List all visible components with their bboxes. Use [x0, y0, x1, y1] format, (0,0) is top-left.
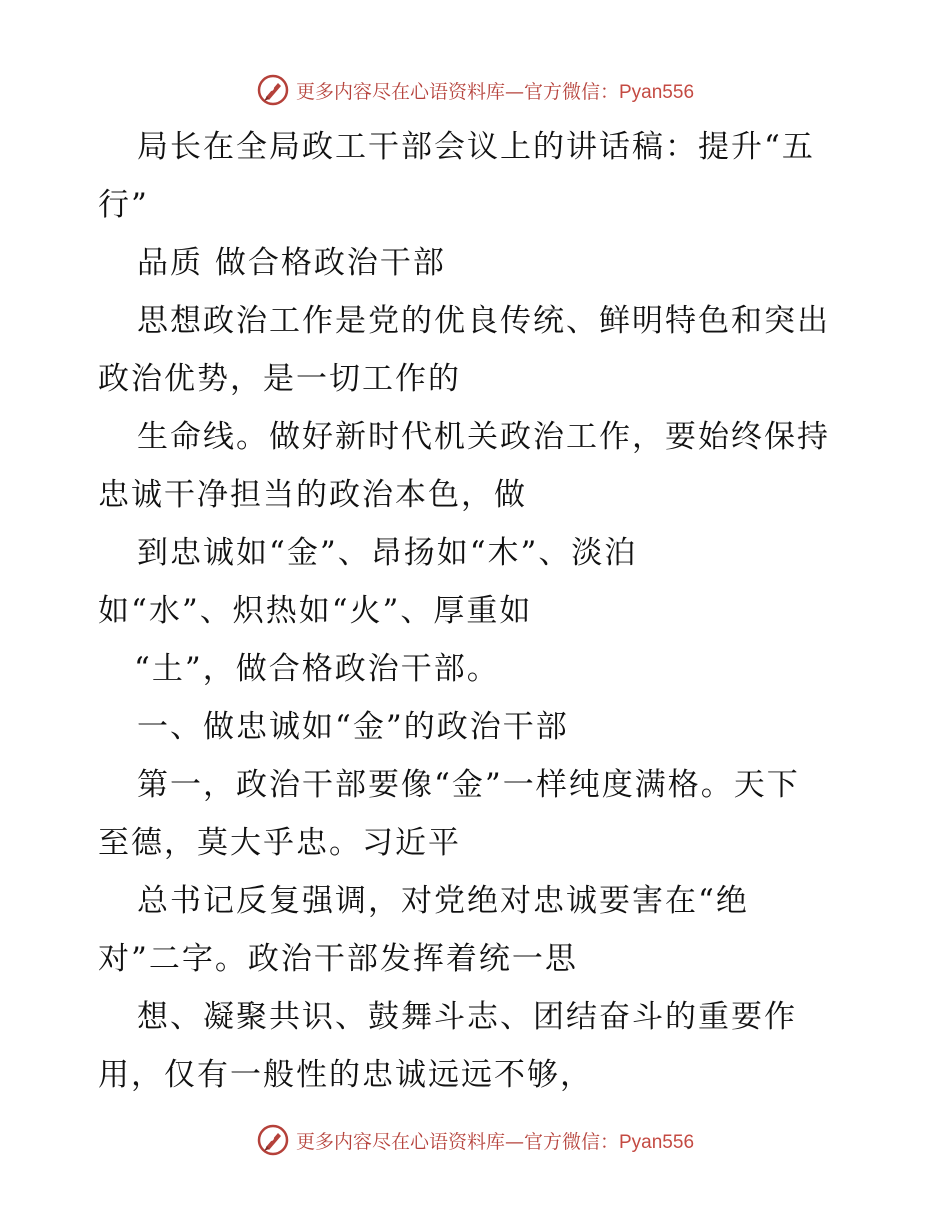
- paragraph-line: 政治优势，是一切工作的: [98, 361, 461, 397]
- footer-banner: [0, 1120, 950, 1160]
- paragraph-line: 想、凝聚共识、鼓舞斗志、团结奋斗的重要作: [137, 999, 797, 1035]
- paragraph-line: 如“水”、炽热如“火”、厚重如: [98, 593, 533, 629]
- paragraph-line: “土”，做合格政治干部。: [134, 651, 500, 687]
- paragraph-line: 用，仅有一般性的忠诚远远不够，: [98, 1057, 593, 1093]
- paragraph-line: 到忠诚如“金”、昂扬如“木”、淡泊: [137, 535, 638, 571]
- header-banner: [0, 70, 950, 110]
- header-banner-text: 更多内容尽在心语资料库—官方微信：Pyan556: [295, 80, 695, 103]
- library-logo-icon: [256, 1123, 290, 1157]
- title-line-1: 局长在全局政工干部会议上的讲话稿：提升“五: [137, 129, 815, 165]
- title-line-2: 行”: [98, 187, 149, 223]
- library-logo-icon: [256, 73, 290, 107]
- paragraph-line: 至德，莫大乎忠。习近平: [98, 825, 461, 861]
- paragraph-line: 总书记反复强调，对党绝对忠诚要害在“绝: [137, 883, 749, 919]
- paragraph-line: 思想政治工作是党的优良传统、鲜明特色和突出: [137, 303, 830, 339]
- footer-banner-text: 更多内容尽在心语资料库—官方微信：Pyan556: [295, 1130, 695, 1153]
- footer-banner-handle: Pyan556: [619, 1131, 695, 1153]
- paragraph-line: 忠诚干净担当的政治本色，做: [98, 477, 527, 513]
- paragraph-line: 生命线。做好新时代机关政治工作，要始终保持: [137, 419, 830, 455]
- document-body: [98, 118, 858, 1104]
- subtitle-line: 品质 做合格政治干部: [137, 245, 446, 281]
- paragraph-line: 对”二字。政治干部发挥着统一思: [98, 941, 578, 977]
- paragraph-line: 第一，政治干部要像“金”一样纯度满格。天下: [137, 767, 800, 803]
- header-banner-handle: Pyan556: [619, 81, 695, 103]
- section-heading: 一、做忠诚如“金”的政治干部: [137, 709, 569, 745]
